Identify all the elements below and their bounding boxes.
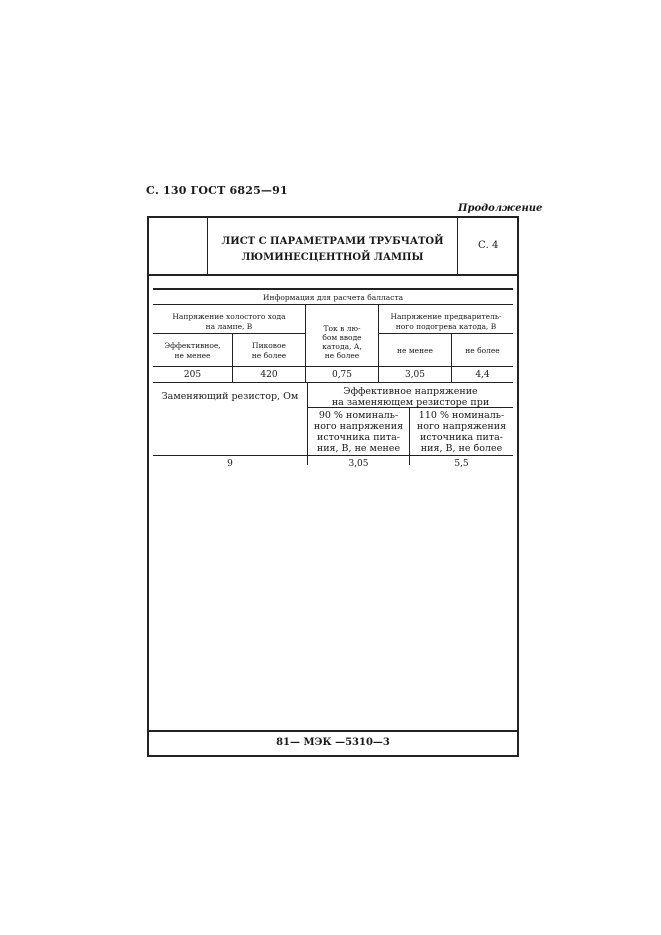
table1-caption-rule [153,304,513,305]
ninety-percent-header-line3: источника пита- [317,432,400,443]
table2-header-bottom-rule [153,455,513,456]
table1-header-bottom-rule [153,366,513,367]
hundred-ten-percent-header-line2: ного напряжения [416,421,507,432]
table1-subheader-rule-left [153,333,305,334]
continuation-label: Продолжение [458,203,543,214]
table1-subheader-rule-right [378,333,513,334]
ninety-percent-header [308,410,409,454]
sheet-title-line1: ЛИСТ С ПАРАМЕТРАМИ ТРУБЧАТОЙ [221,236,444,247]
hundred-ten-percent-header [410,410,513,454]
sheet-title-line2: ЛЮМИНЕСЦЕНТНОЙ ЛАМПЫ [241,252,424,263]
preheat-voltage-header-line2: ного подогрева катода, В [395,322,497,331]
table2-value-resistor: 9 [227,459,233,469]
footer-rule [147,730,519,732]
table1-value-rms: 205 [183,370,202,380]
rms-voltage-header-line2: не менее [174,351,211,360]
peak-voltage-header-line2: не более [251,351,287,360]
table1-top-rule [153,288,513,290]
effective-voltage-header [308,386,513,408]
title-block-right-divider [457,216,458,275]
table2-value-ninety: 3,05 [348,459,369,469]
cathode-current-header-line1: Ток в лю- [323,324,361,333]
resistor-header: Заменяющий резистор, Ом [161,391,299,402]
sheet-page-number: С. 4 [478,240,499,251]
table1-caption: Информация для расчета балласта [262,293,404,302]
preheat-max-header: не более [465,346,500,355]
cathode-current-header [306,324,378,360]
cathode-current-header-line4: не более [324,351,360,360]
title-block-bottom-rule [147,274,519,276]
peak-voltage-header [233,341,305,361]
ninety-percent-header-line1: 90 % номиналь- [318,410,399,421]
open-circuit-voltage-header-line2: на лампе, В [205,322,253,331]
table1-value-preheat-min: 3,05 [404,370,426,380]
cathode-current-header-line2: бом вводе [322,333,362,342]
table1-value-preheat-max: 4,4 [475,370,490,380]
effective-voltage-header-line1: Эффективное напряжение [343,386,478,397]
hundred-ten-percent-header-line3: источника пита- [420,432,503,443]
page-reference: С. 130 ГОСТ 6825—91 [146,184,288,197]
open-circuit-voltage-header-line1: Напряжение холостого хода [172,312,286,321]
table2-top-rule [153,382,513,383]
rms-voltage-header-line1: Эффективное, [164,341,221,350]
sheet-title [208,234,457,266]
cathode-current-header-line3: катода, А, [322,342,362,351]
ninety-percent-header-line2: ного напряжения [313,421,404,432]
rms-voltage-header [153,341,232,361]
table1-value-peak: 420 [260,370,278,380]
hundred-ten-percent-header-line4: ния, В, не более [420,443,503,454]
table1-value-current: 0,75 [331,370,353,380]
open-circuit-voltage-header [153,312,305,332]
ninety-percent-header-line4: ния, В, не менее [316,443,401,454]
preheat-voltage-header-line1: Напряжение предваритель- [390,312,502,321]
preheat-voltage-header [379,312,513,332]
effective-voltage-header-line2: на заменяющем резисторе при [331,397,490,408]
table2-value-hundred-ten: 5,5 [454,459,469,469]
preheat-min-header: не менее [397,346,433,355]
hundred-ten-percent-header-line1: 110 % номиналь- [418,410,505,421]
footer-code: 81— МЭК —5310—3 [276,737,390,748]
peak-voltage-header-line1: Пиковое [252,341,286,350]
